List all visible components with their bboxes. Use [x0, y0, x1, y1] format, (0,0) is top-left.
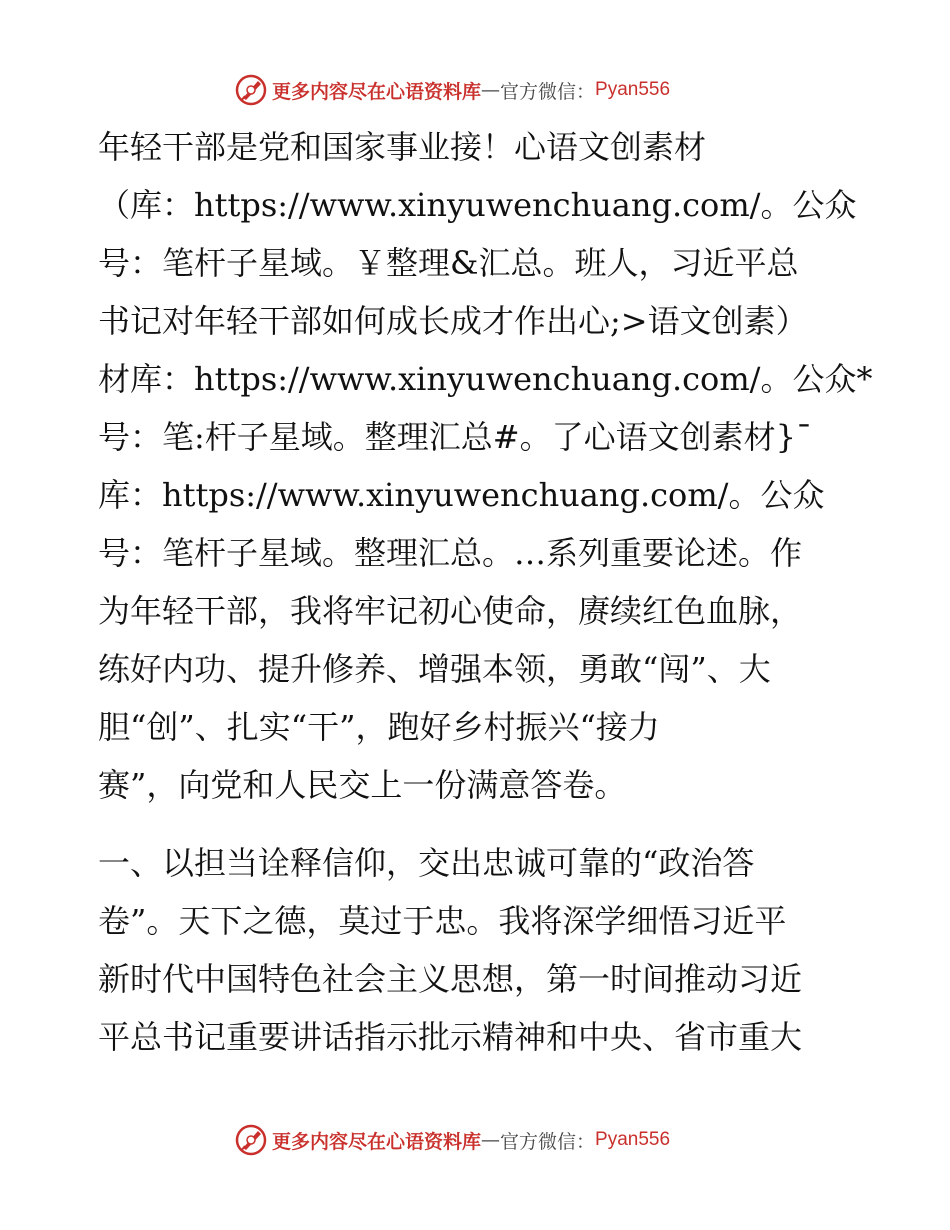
text-line: 号：笔杆子星域。整理汇总。…系列重要论述。作 [98, 534, 803, 572]
document-body [98, 118, 873, 1066]
text-line: 为年轻干部，我将牢记初心使命，赓续红色血脉， [98, 592, 803, 630]
text-line: 新时代中国特色社会主义思想，第一时间推动习近 [98, 960, 803, 998]
text-line: 号：笔杆子星域。￥整理&汇总。班人，习近平总 [98, 244, 799, 282]
text-line: 材库：https://www.xinyuwenchuang.com/。公众* [98, 360, 873, 398]
paragraph-2 [98, 834, 858, 1066]
text-line: 平总书记重要讲话指示批示精神和中央、省市重大 [98, 1018, 803, 1056]
text-line: 赛”，向党和人民交上一份满意答卷。 [98, 766, 627, 804]
feather-pen-logo-icon [234, 73, 268, 107]
footer-banner [234, 1120, 734, 1160]
text-line: 卷”。天下之德，莫过于忠。我将深学细悟习近平 [98, 902, 787, 940]
text-line: （库：https://www.xinyuwenchuang.com/。公众 [98, 186, 857, 224]
text-line: 胆“创”、扎实“干”，跑好乡村振兴“接力 [98, 708, 660, 746]
header-banner-text: 更多内容尽在心语资料库 [272, 80, 482, 103]
paragraph-gap [98, 814, 858, 834]
header-wechat-id: Pyan556 [595, 79, 671, 100]
header-banner-separator: — [481, 79, 501, 101]
footer-wechat-id: Pyan556 [595, 1129, 671, 1150]
text-line: 一、以担当诠释信仰，交出忠诚可靠的“政治答 [98, 844, 755, 882]
header-banner [234, 70, 734, 110]
footer-banner-separator: — [481, 1129, 501, 1151]
footer-wechat-label: 官方微信： [500, 1130, 596, 1153]
text-line: 年轻干部是党和国家事业接！心语文创素材 [98, 128, 707, 166]
footer-banner-text: 更多内容尽在心语资料库 [272, 1130, 482, 1153]
text-line: 号：笔:杆子星域。整理汇总#。了心语文创素材}¯ [98, 418, 812, 456]
text-line: 练好内功、提升修养、增强本领，勇敢“闯”、大 [98, 650, 771, 688]
header-wechat-label: 官方微信： [500, 80, 596, 103]
feather-pen-logo-icon [234, 1123, 268, 1157]
text-line: 库：https://www.xinyuwenchuang.com/。公众 [98, 476, 825, 514]
text-line: 书记对年轻干部如何成长成才作出心;>语文创素） [98, 302, 808, 340]
paragraph-1 [98, 118, 873, 814]
